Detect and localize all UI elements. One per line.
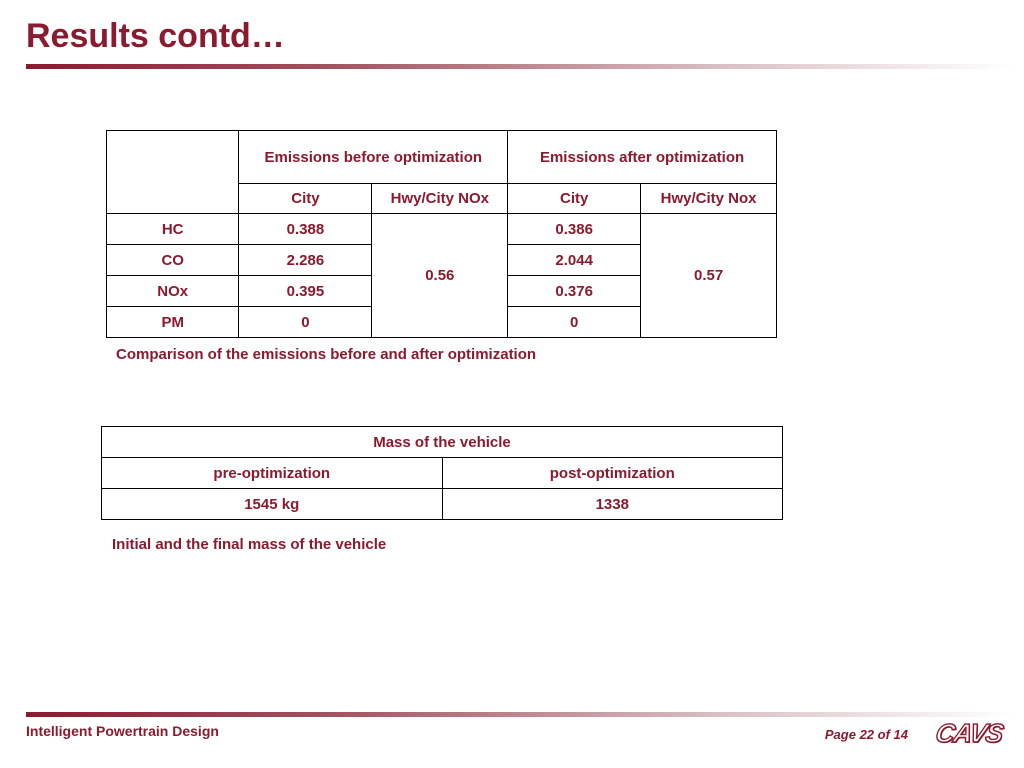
subheader-before-city: City [239,184,372,214]
row-label: NOx [107,276,239,307]
before-city-value: 0.395 [239,276,372,307]
cavs-logo: CAVS [933,718,1005,748]
row-label: HC [107,214,239,245]
subheader-after-city: City [508,184,641,214]
title-divider [26,64,1014,69]
mass-table [101,426,783,520]
table-header-row [107,131,777,184]
footer-course-title: Intelligent Powertrain Design [26,723,219,739]
mass-pre-value: 1545 kg [102,489,443,520]
before-hwy-nox-value: 0.56 [372,214,508,338]
before-city-value: 0 [239,307,372,338]
header-post-optimization: post-optimization [442,458,783,489]
header-pre-optimization: pre-optimization [102,458,443,489]
subheader-after-hwy-nox: Hwy/City Nox [641,184,777,214]
row-label: CO [107,245,239,276]
mass-table-caption: Initial and the final mass of the vehicle [112,536,387,553]
page-number: Page 22 of 14 [824,727,908,742]
row-label: PM [107,307,239,338]
subheader-before-hwy-nox: Hwy/City NOx [372,184,508,214]
header-emissions-before: Emissions before optimization [239,131,508,184]
emissions-table [106,130,777,338]
header-emissions-after: Emissions after optimization [508,131,777,184]
table-subheader-row [102,458,783,489]
before-city-value: 0.388 [239,214,372,245]
mass-post-value: 1338 [442,489,783,520]
table-header-row [102,427,783,458]
emissions-table-caption: Comparison of the emissions before and after optimization [116,346,537,363]
after-city-value: 0.376 [508,276,641,307]
empty-corner-cell [107,131,239,214]
after-hwy-nox-value: 0.57 [641,214,777,338]
after-city-value: 0.386 [508,214,641,245]
slide-title: Results contd… [26,17,285,55]
after-city-value: 2.044 [508,245,641,276]
header-mass-of-vehicle: Mass of the vehicle [102,427,783,458]
table-row [102,489,783,520]
before-city-value: 2.286 [239,245,372,276]
after-city-value: 0 [508,307,641,338]
table-row [107,214,777,245]
footer-divider [26,712,1014,717]
